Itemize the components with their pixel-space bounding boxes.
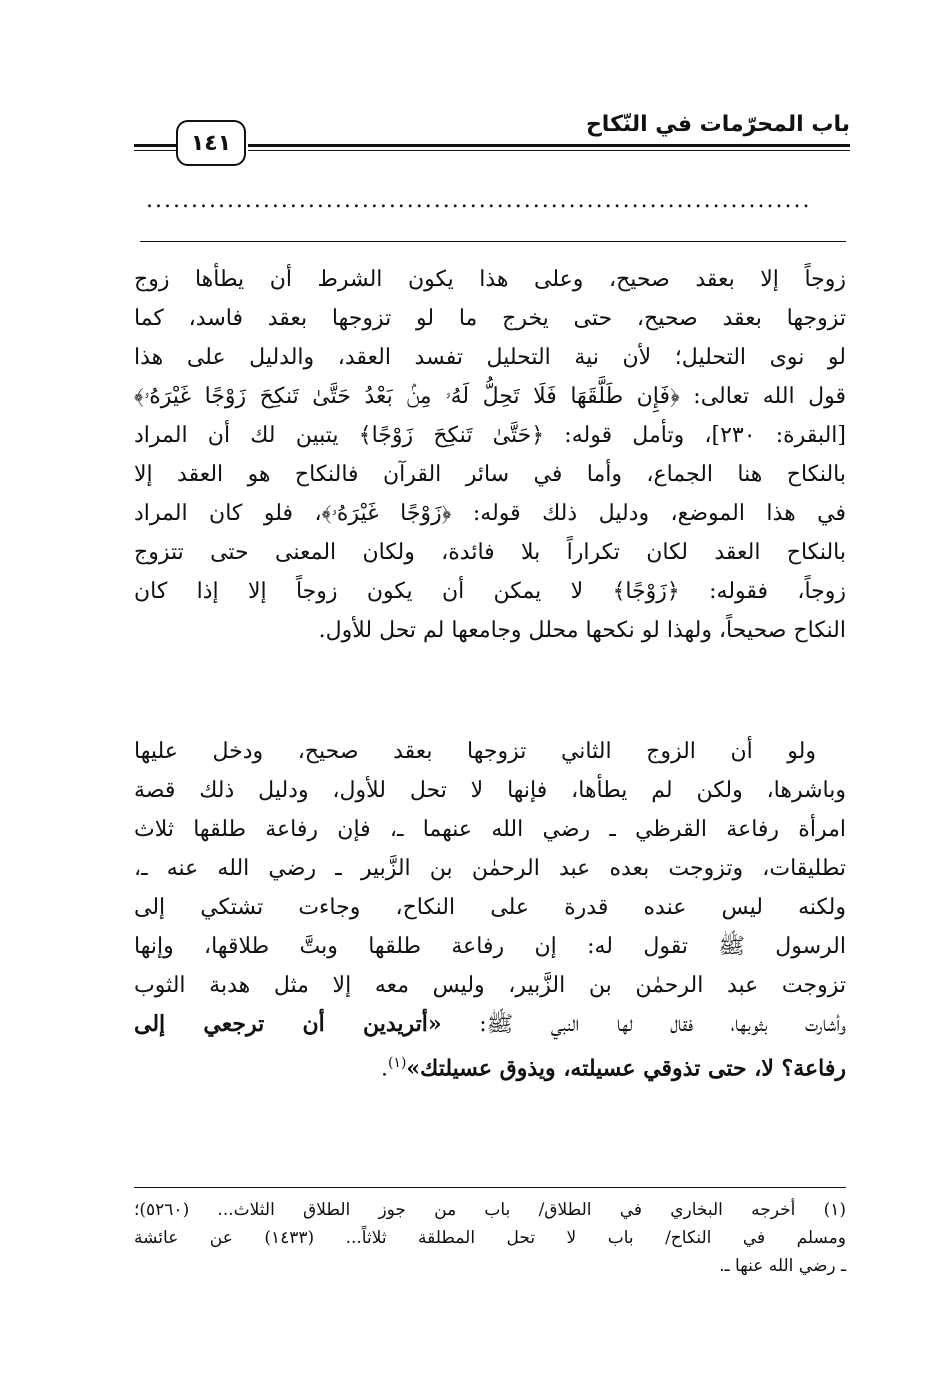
hadith-quote: «أتريدين أن ترجعي إلى: [134, 1011, 442, 1037]
text-line: ولو أن الزوج الثاني تزوجها بعقد صحيح، ودخل عليها: [134, 739, 816, 764]
text-line: في هذا الموضع، ودليل ذلك قوله: ﴿زَوْجًا غَيْرَهُۥ﴾، فلو كان المراد: [134, 501, 846, 526]
header-rule-left: [134, 144, 176, 147]
text-span: وأشارت بثوبها، فقال لها النبي ﷺ:: [479, 1012, 847, 1037]
text-line: بالنكاح هنا الجماع، وأما في سائر القرآن فالنكاح هو العقد إلا: [134, 462, 846, 487]
dotted-separator: ..........................................................................: [146, 188, 812, 213]
chapter-title: باب المحرّمات في النّكاح: [585, 112, 850, 137]
hadith-quote-end: رفاعة؟ لا، حتى تذوقي عسيلته، ويذوق عسيلتك»: [406, 1055, 846, 1082]
text-line: [البقرة: ٢٣٠]، وتأمل قوله: ﴿حَتَّىٰ تَنكِحَ زَوْجًا﴾ يتبين لك أن المراد: [134, 423, 846, 448]
page-header: [130, 104, 850, 164]
section-rule: [140, 241, 846, 242]
footnote-rule: [134, 1187, 846, 1188]
footnote-line: ومسلم في النكاح/ باب لا تحل المطلقة ثلاثاً... (١٤٣٣) عن عائشة: [134, 1228, 847, 1248]
text-line: الرسول ﷺ تقول له: إن رفاعة طلقها وبتَّ طلاقها، وإنها: [134, 934, 846, 959]
header-rule: [248, 144, 850, 147]
header-rule-left-thin: [134, 150, 176, 151]
text-line: تطليقات، وتزوجت بعده عبد الرحمٰن بن الزَّبير ـ رضي الله عنه ـ،: [134, 856, 846, 881]
text-line: زوجاً إلا بعقد صحيح، وعلى هذا يكون الشرط أن يطأها زوج: [134, 267, 846, 292]
page-number: ١٤١: [176, 120, 246, 166]
text-line: زوجاً، فقوله: ﴿زَوْجًا﴾ لا يمكن أن يكون زوجاً إلا إذا كان: [134, 579, 846, 604]
text-line: قول الله تعالى: ﴿فَإِن طَلَّقَهَا فَلَا تَحِلُّ لَهُۥ مِنۢ بَعْدُ حَتَّىٰ تَنكِحَ زَوْجًا غَيْرَهُۥ﴾: [134, 384, 846, 409]
text-line: النكاح صحيحاً، ولهذا لو نكحها محلل وجامعها لم تحل للأول.: [318, 618, 846, 643]
footnote-ref: (١): [387, 1055, 407, 1071]
text-line: [134, 1005, 846, 1044]
paragraph-1: [134, 260, 846, 650]
text-line: تزوجت عبد الرحمٰن بن الزَّبير، وليس معه إلا مثل هدبة الثوب: [134, 973, 846, 998]
text-line: تزوجها بعقد صحيح، حتى يخرج ما لو تزوجها بعقد فاسد، كما: [134, 306, 846, 331]
text-line: لو نوى التحليل؛ لأن نية التحليل تفسد العقد، والدليل على هذا: [134, 345, 846, 370]
text-line: رفاعة؟ لا، حتى تذوقي عسيلته، ويذوق عسيلتك»$^{(١)}$.: [380, 1055, 846, 1082]
footnote-line: (١) أخرجه البخاري في الطلاق/ باب من جوز الطلاق الثلاث... (٥٢٦٠)؛: [134, 1200, 846, 1220]
footnotes: [134, 1196, 846, 1280]
text-line: وباشرها، ولكن لم يطأها، فإنها لا تحل للأول، ودليل ذلك قصة: [134, 778, 846, 803]
text-line: ولكنه ليس عنده قدرة على النكاح، وجاءت تشتكي إلى: [134, 895, 846, 920]
footnote-line: ـ رضي الله عنها ـ.: [719, 1256, 846, 1276]
text-line: امرأة رفاعة القرظي ـ رضي الله عنهما ـ، فإن رفاعة طلقها ثلاث: [134, 817, 846, 842]
text-line: بالنكاح العقد لكان تكراراً بلا فائدة، ولكان المعنى حتى تتزوج: [134, 540, 846, 565]
header-rule-thin: [248, 150, 850, 151]
paragraph-2: [134, 732, 846, 1088]
